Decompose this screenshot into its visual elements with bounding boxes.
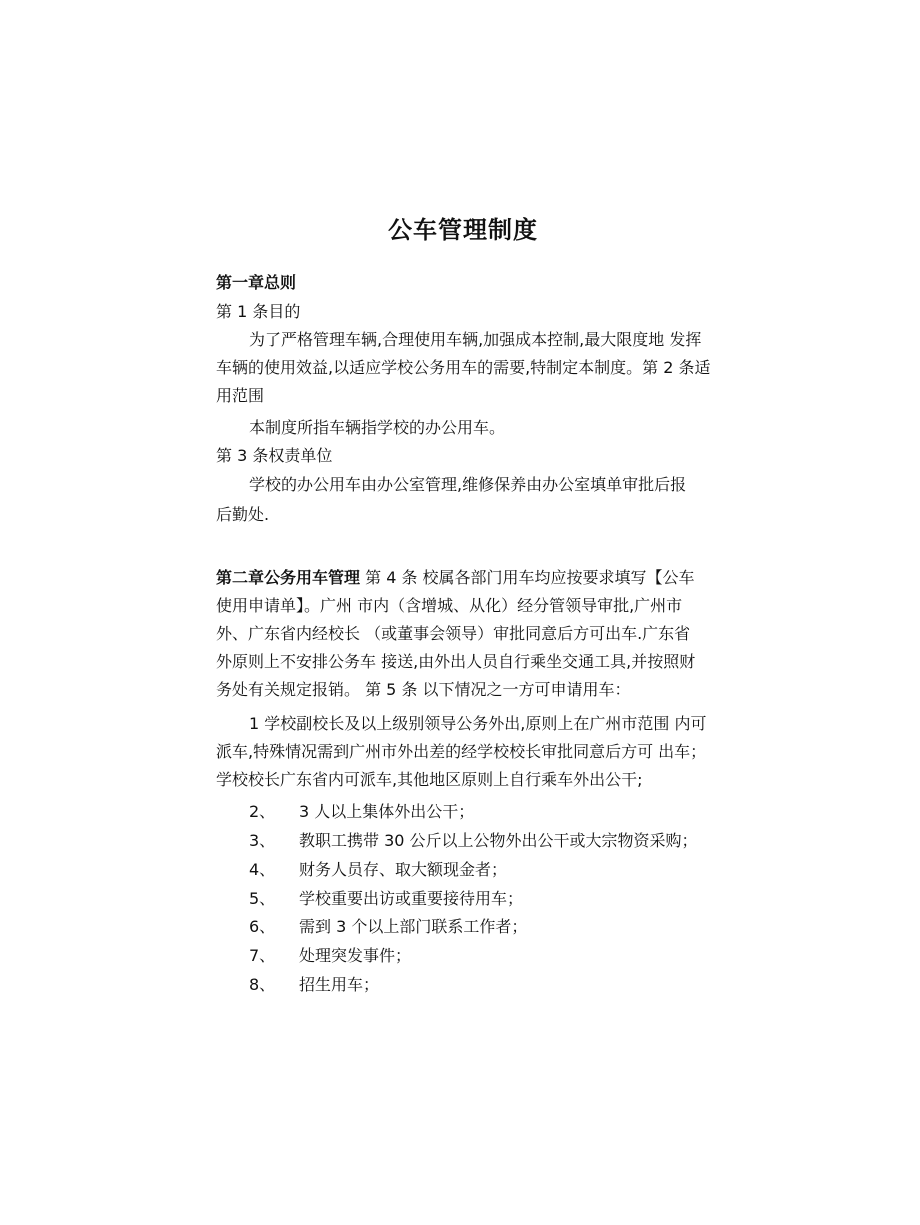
list-item-number: 3、: [249, 831, 276, 850]
chapter2-para-line: 务处有关规定报销。 第 5 条 以下情况之一方可申请用车：: [216, 680, 631, 699]
list-item: [249, 831, 698, 851]
list-item-number: 7、: [249, 946, 276, 965]
chapter1-heading: 第一章总则: [216, 273, 297, 292]
chapter2-first-line: [216, 568, 695, 588]
chapter2-para-line: 外、广东省内经校长 （或董事会领导）审批同意后方可出车.广东省: [216, 624, 691, 643]
document-title: 公车管理制度: [388, 216, 538, 244]
list-item-number: 8、: [249, 975, 276, 994]
article2-text: 本制度所指车辆指学校的办公用车。: [249, 418, 506, 437]
article1-heading: 第 1 条目的: [216, 302, 301, 321]
list-item-text: 3 人以上集体外出公干；: [299, 802, 475, 821]
chapter2-para-line: 使用申请单】。广州 市内（含增城、从化）经分管领导审批,广州市: [216, 596, 683, 615]
list-item: [249, 889, 523, 909]
list-item-text: 处理突发事件；: [299, 946, 412, 965]
list-item-number: 4、: [249, 860, 276, 879]
list-item: [249, 946, 411, 966]
list-item-text: 学校重要出访或重要接待用车；: [299, 889, 524, 908]
item1-line: 派车,特殊情况需到广州市外出差的经学校校长审批同意后方可 出车；: [216, 742, 707, 761]
list-item: [249, 975, 379, 995]
chapter2-para-line: 外原则上不安排公务车 接送,由外出人员自行乘坐交通工具,并按照财: [216, 652, 696, 671]
list-item: [249, 860, 507, 880]
list-item-text: 教职工携带 30 公斤以上公物外出公干或大宗物资采购；: [299, 831, 698, 850]
list-item-number: 2、: [249, 802, 276, 821]
article3-para-line: 后勤处.: [216, 505, 270, 524]
article3-para-line: 学校的办公用车由办公室管理,维修保养由办公室填单审批后报: [249, 475, 687, 494]
article4-start: 第 4 条 校属各部门用车均应按要求填写【公车: [360, 568, 695, 587]
list-item-number: 6、: [249, 917, 276, 936]
item1-line: 学校校长广东省内可派车,其他地区原则上自行乘车外出公干;: [216, 770, 643, 789]
list-item-text: 需到 3 个以上部门联系工作者；: [299, 917, 528, 936]
list-item: [249, 802, 474, 822]
article3-heading: 第 3 条权责单位: [216, 446, 333, 465]
list-item-number: 5、: [249, 889, 276, 908]
item1-line: 1 学校副校长及以上级别领导公务外出,原则上在广州市范围 内可: [249, 714, 707, 733]
article1-para-line: 用范围: [216, 386, 265, 405]
article1-para-line: 车辆的使用效益,以适应学校公务用车的需要,特制定本制度。第 2 条适: [216, 358, 711, 377]
list-item-text: 招生用车；: [299, 975, 380, 994]
list-item: [249, 917, 527, 937]
list-item-text: 财务人员存、取大额现金者；: [299, 860, 508, 879]
article1-para-line: 为了严格管理车辆,合理使用车辆,加强成本控制,最大限度地 发挥: [249, 330, 702, 349]
chapter2-heading: 第二章公务用车管理: [216, 568, 361, 587]
